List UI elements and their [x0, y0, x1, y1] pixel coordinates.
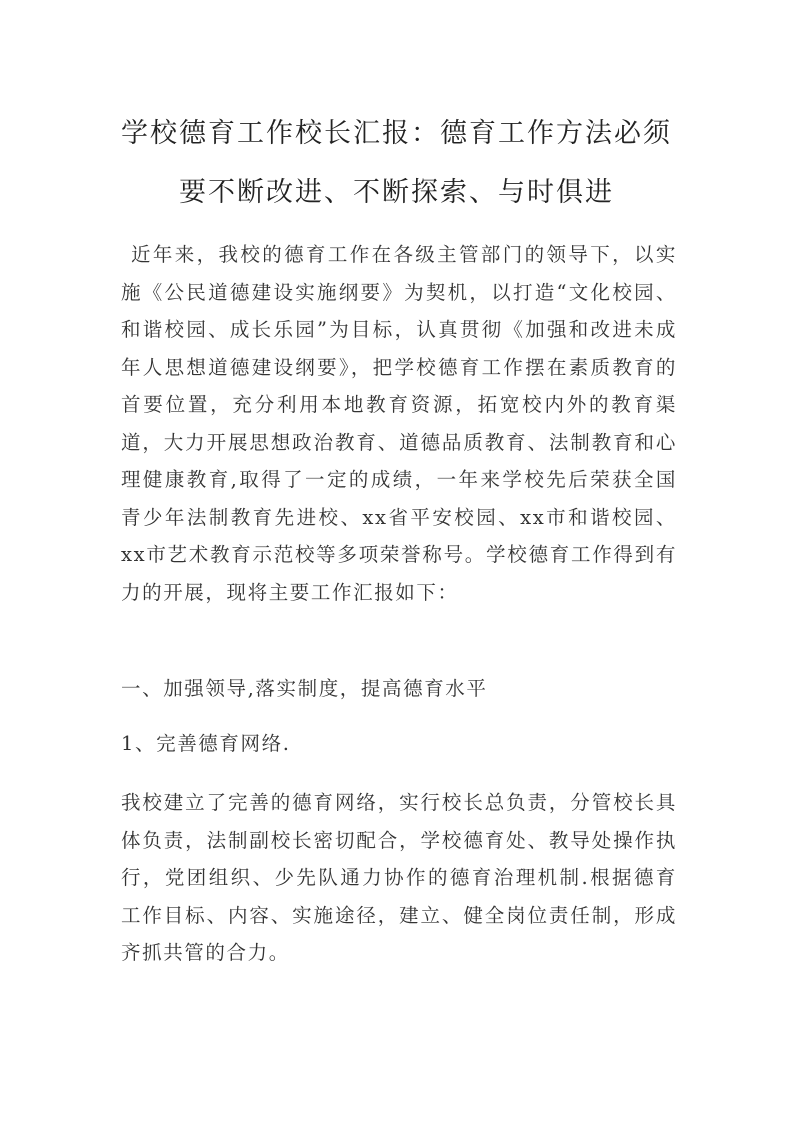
intro-paragraph: 近年来，我校的德育工作在各级主管部门的领导下，以实施《公民道德建设实施纲要》为契机，以打造“文化校园、和谐校园、成长乐园”为目标，认真贯彻《加强和改进未成年人思想道德建设纲要》，把学校德育工作摆在素质教育的首要位置，充分利用本地教育资源，拓宽校内外的教育渠道，大力开展思想政治教育、道德品质教育、法制教育和心理健康教育,取得了一定的成绩，一年来学校先后荣获全国青少年法制教育先进校、xx省平安校园、xx市和谐校园、xx市艺术教育示范校等多项荣誉称号。学校德育工作得到有力的开展，现将主要工作汇报如下： [121, 243, 677, 604]
section-heading: 一、加强领导,落实制度，提高德育水平 [121, 677, 488, 700]
title-line-2: 要不断改进、不断探索、与时俱进 [179, 177, 614, 208]
document-title [110, 104, 683, 222]
subsection-paragraph: 我校建立了完善的德育网络，实行校长总负责，分管校长具体负责，法制副校长密切配合，学校德育处、教导处操作执行，党团组织、少先队通力协作的德育治理机制.根据德育工作目标、内容、实施途径，建立、健全岗位责任制，形成齐抓共管的合力。 [121, 791, 677, 964]
title-line-1: 学校德育工作校长汇报：德育工作方法必须 [121, 118, 672, 149]
subsection-heading: 1、完善德育网络. [121, 732, 291, 755]
